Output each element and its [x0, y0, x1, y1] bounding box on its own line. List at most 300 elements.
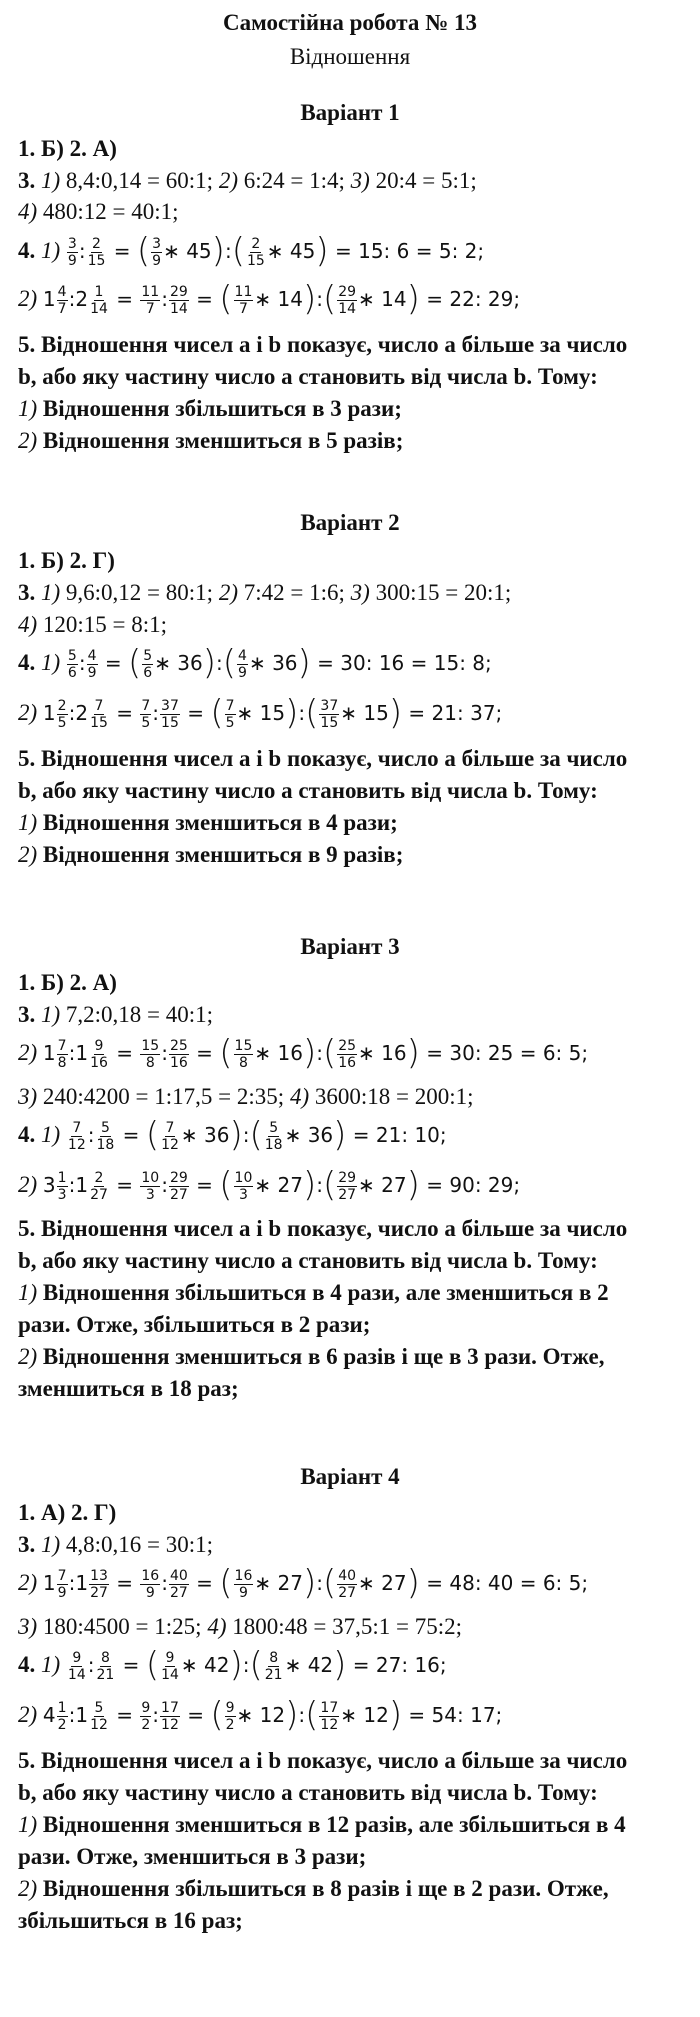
numerator: 1 — [57, 1170, 67, 1187]
whole-part: 4 — [42, 1703, 56, 1727]
variant-1-heading: Варіант 1 — [300, 100, 400, 125]
denominator: 8 — [145, 1055, 155, 1072]
ratio-expression — [66, 642, 311, 683]
ratio-expression — [42, 692, 403, 733]
v2-task-3-line — [18, 578, 688, 612]
item-label: 3) — [18, 1614, 38, 1639]
v3-task-4-line-2 — [18, 1162, 688, 1208]
math-symbol: : — [161, 287, 168, 311]
task-number: 4. — [18, 650, 36, 675]
parenthesis: ) — [388, 1694, 403, 1735]
numerator: 37 — [161, 698, 179, 715]
fraction — [87, 648, 98, 681]
item-label: 1) — [18, 1280, 38, 1305]
item-label: 2) — [18, 1040, 38, 1065]
parenthesis: ) — [211, 230, 225, 271]
denominator: 14 — [90, 301, 108, 318]
v4-task-3-line-3 — [18, 1612, 688, 1646]
denominator: 21 — [96, 1667, 115, 1684]
numerator: 5 — [100, 1120, 110, 1137]
denominator: 14 — [67, 1667, 86, 1684]
numerator: 5 — [269, 1120, 279, 1137]
parenthesis: ) — [285, 692, 299, 733]
denominator: 7 — [238, 301, 248, 318]
math-symbol: : — [87, 1653, 95, 1677]
denominator: 15 — [320, 715, 339, 732]
math-symbol: : — [161, 1041, 168, 1065]
v1-task-4-line-2 — [18, 276, 688, 322]
item-text: 3600:18 = 200:1; — [309, 1084, 474, 1109]
whole-part: 3 — [42, 1173, 56, 1197]
whole-part: 2 — [75, 287, 89, 311]
whole-part: 2 — [75, 701, 89, 725]
math-symbol: ∗ 27 — [358, 1571, 407, 1595]
task-number: 3. — [18, 168, 36, 193]
fraction — [169, 284, 189, 317]
denominator: 12 — [161, 1137, 179, 1154]
numerator: 11 — [234, 284, 253, 301]
numerator: 15 — [234, 1038, 253, 1055]
numerator: 2 — [57, 698, 67, 715]
item-label: 1) — [41, 1532, 61, 1557]
math-symbol: ∗ 14 — [358, 287, 407, 311]
denominator: 27 — [169, 1585, 188, 1602]
parenthesis: ) — [406, 1032, 420, 1073]
math-symbol: = — [109, 1173, 140, 1197]
math-symbol: = — [116, 1653, 146, 1677]
v4-answers-1-2: 1. А) 2. Г) — [18, 1500, 117, 1525]
item-label: 2) — [18, 428, 38, 453]
ratio-expression — [66, 1114, 347, 1155]
numerator: 10 — [234, 1170, 253, 1187]
math-symbol: = — [107, 239, 137, 263]
item-label: 2) — [18, 1702, 38, 1727]
ratio-result: = 22: 29; — [419, 287, 521, 311]
numerator: 9 — [165, 1650, 175, 1667]
math-symbol: : — [68, 1703, 76, 1727]
math-symbol: ∗ 27 — [254, 1173, 303, 1197]
fraction — [140, 698, 151, 731]
ratio-result: = 15: 6 = 5: 2; — [328, 239, 485, 263]
math-symbol: ∗ 36 — [284, 1123, 334, 1147]
denominator: 5 — [225, 715, 235, 732]
parenthesis: ( — [249, 1114, 263, 1155]
item-label: 4) — [18, 612, 38, 637]
math-symbol: : — [316, 1173, 323, 1197]
numerator: 8 — [100, 1650, 110, 1667]
ratio-expression — [42, 1562, 420, 1603]
v3-task-3-line — [18, 1000, 688, 1034]
numerator: 9 — [141, 1700, 151, 1717]
fraction — [57, 698, 68, 731]
denominator: 6 — [143, 665, 153, 682]
denominator: 2 — [225, 1717, 235, 1734]
math-symbol: = — [180, 701, 211, 725]
denominator: 12 — [320, 1717, 339, 1734]
item-label: 3) — [18, 1084, 38, 1109]
parenthesis: ) — [302, 278, 317, 319]
item-label: 3) — [350, 168, 370, 193]
math-symbol: = — [116, 1123, 146, 1147]
numerator: 25 — [169, 1038, 188, 1055]
v2-task-5-item-2 — [18, 840, 688, 874]
ratio-result: = 54: 17; — [402, 1703, 503, 1727]
numerator: 7 — [94, 698, 104, 715]
ratio-expression — [66, 230, 329, 271]
v1-task-4-line-1 — [18, 228, 688, 274]
math-symbol: : — [224, 239, 232, 263]
item-label: 1) — [41, 238, 61, 263]
numerator: 40 — [338, 1568, 357, 1585]
fraction — [140, 1700, 151, 1733]
v2-answers-1-2: 1. Б) 2. Г) — [18, 548, 115, 573]
math-symbol: : — [152, 1703, 160, 1727]
fraction — [237, 648, 248, 681]
numerator: 9 — [94, 1038, 104, 1055]
parenthesis: ) — [285, 1694, 299, 1735]
item-label: 1) — [41, 650, 61, 675]
math-symbol: = — [189, 1041, 220, 1065]
denominator: 12 — [161, 1717, 179, 1734]
math-symbol: ∗ 27 — [358, 1173, 407, 1197]
task-number: 4. — [18, 1652, 36, 1677]
fraction — [89, 1038, 109, 1071]
numerator: 37 — [320, 698, 339, 715]
fraction — [264, 1650, 284, 1683]
fraction — [96, 1120, 116, 1153]
denominator: 27 — [169, 1187, 188, 1204]
v2-task-4-line-1 — [18, 640, 688, 686]
v2-task-5-line-2: b, або яку частину число a становить від числа b. Тому: — [18, 778, 598, 803]
task-number: 3. — [18, 1002, 36, 1027]
numerator: 9 — [72, 1650, 82, 1667]
math-symbol: : — [78, 239, 86, 263]
math-symbol: = — [109, 1041, 140, 1065]
math-symbol: = — [189, 287, 220, 311]
v1-task-3-line — [18, 166, 688, 200]
denominator: 12 — [90, 1717, 108, 1734]
parenthesis: ) — [406, 1164, 420, 1205]
math-symbol: = — [109, 1571, 140, 1595]
math-symbol: : — [68, 1041, 76, 1065]
numerator: 7 — [57, 1038, 67, 1055]
v4-task-5-line-2: b, або яку частину число a становить від числа b. Тому: — [18, 1780, 598, 1805]
item-text: Відношення зменшиться в 4 рази; — [37, 810, 398, 835]
v2-task-4-line-2 — [18, 690, 688, 736]
denominator: 7 — [57, 301, 67, 318]
math-symbol: : — [316, 1041, 323, 1065]
numerator: 11 — [141, 284, 160, 301]
item-label: 4) — [289, 1084, 310, 1109]
parenthesis: ( — [322, 1032, 337, 1073]
whole-part: 1 — [42, 701, 56, 725]
item-label: 2) — [18, 286, 38, 311]
ratio-expression — [42, 1164, 420, 1205]
denominator: 5 — [141, 715, 151, 732]
parenthesis: ) — [297, 642, 311, 683]
item-text: 480:12 = 40:1; — [37, 199, 179, 224]
numerator: 4 — [87, 648, 97, 665]
numerator: 2 — [92, 236, 101, 253]
numerator: 40 — [169, 1568, 188, 1585]
ratio-result: = 21: 10; — [346, 1123, 447, 1147]
fraction — [225, 698, 236, 731]
v1-task-5-item-2 — [18, 426, 688, 460]
denominator: 14 — [338, 301, 357, 318]
item-text: 300:15 = 20:1; — [369, 580, 512, 605]
parenthesis: ( — [322, 278, 337, 319]
item-label: 2) — [18, 1172, 38, 1197]
math-symbol: = — [189, 1173, 220, 1197]
parenthesis: ( — [219, 1164, 233, 1205]
denominator: 7 — [145, 301, 155, 318]
fraction — [319, 1700, 339, 1733]
denominator: 3 — [57, 1187, 67, 1204]
page-subtitle: Відношення — [289, 44, 411, 69]
v3-task-5-line-2: b, або яку частину число a становить від числа b. Тому: — [18, 1248, 598, 1273]
fraction — [140, 284, 160, 317]
item-text: 4,8:0,16 = 30:1; — [60, 1532, 214, 1557]
denominator: 9 — [67, 253, 77, 270]
numerator: 15 — [141, 1038, 160, 1055]
denominator: 27 — [90, 1585, 108, 1602]
item-text: 1800:48 = 37,5:1 = 75:2; — [226, 1614, 463, 1639]
math-symbol: ∗ 36 — [180, 1123, 230, 1147]
item-label: 2) — [218, 168, 238, 193]
item-text: Відношення зменшиться в 9 разів; — [37, 842, 404, 867]
parenthesis: ) — [315, 230, 329, 271]
item-label: 2) — [18, 1344, 38, 1369]
fraction — [57, 1700, 68, 1733]
fraction — [234, 1568, 254, 1601]
math-symbol: : — [161, 1173, 168, 1197]
fraction — [234, 1038, 254, 1071]
item-text: 7:42 = 1:6; — [238, 580, 351, 605]
variant-2-heading: Варіант 2 — [300, 510, 400, 535]
fraction — [169, 1170, 189, 1203]
fraction — [142, 648, 153, 681]
numerator: 7 — [57, 1568, 67, 1585]
whole-part: 1 — [75, 1703, 89, 1727]
math-symbol: ∗ 45 — [163, 239, 212, 263]
v1-task-5-item-1 — [18, 394, 688, 428]
v4-task-4-line-2 — [18, 1692, 688, 1738]
v1-answers-1-2: 1. Б) 2. А) — [18, 136, 117, 161]
fraction — [337, 284, 357, 317]
denominator: 6 — [67, 665, 77, 682]
item-label: 1) — [41, 1122, 61, 1147]
math-symbol: : — [161, 1571, 168, 1595]
fraction — [169, 1568, 189, 1601]
numerator: 16 — [234, 1568, 253, 1585]
task-number: 4. — [18, 238, 36, 263]
variant-4-heading: Варіант 4 — [300, 1464, 400, 1489]
ratio-result: = 21: 37; — [402, 701, 503, 725]
numerator: 5 — [94, 1700, 104, 1717]
v3-task-3-line-3 — [18, 1082, 688, 1116]
math-symbol: ∗ 16 — [358, 1041, 407, 1065]
numerator: 3 — [152, 236, 162, 253]
denominator: 3 — [145, 1187, 155, 1204]
item-label: 2) — [18, 700, 38, 725]
item-text: 180:4500 = 1:25; — [37, 1614, 208, 1639]
math-symbol: ∗ 45 — [266, 239, 316, 263]
math-symbol: : — [242, 1653, 250, 1677]
numerator: 7 — [225, 698, 235, 715]
math-symbol: : — [78, 651, 86, 675]
item-text: 7,2:0,18 = 40:1; — [60, 1002, 214, 1027]
v4-task-5-item-1-cont: рази. Отже, зменшиться в 3 рази; — [18, 1844, 367, 1869]
denominator: 8 — [57, 1055, 67, 1072]
numerator: 17 — [320, 1700, 339, 1717]
parenthesis: ( — [222, 642, 237, 683]
item-text: Відношення зменшиться в 5 разів; — [37, 428, 404, 453]
fraction — [337, 1568, 357, 1601]
parenthesis: ( — [145, 1114, 160, 1155]
numerator: 10 — [141, 1170, 160, 1187]
item-label: 2) — [18, 1876, 38, 1901]
numerator: 2 — [94, 1170, 104, 1187]
item-label: 1) — [41, 168, 61, 193]
fraction — [337, 1170, 357, 1203]
denominator: 27 — [338, 1585, 357, 1602]
v2-task-3-line-2 — [18, 610, 688, 644]
math-symbol: : — [68, 1571, 76, 1595]
parenthesis: ( — [219, 1562, 233, 1603]
numerator: 7 — [141, 698, 151, 715]
item-label: 1) — [41, 580, 61, 605]
fraction — [57, 1568, 68, 1601]
ratio-expression — [66, 1644, 347, 1685]
numerator: 8 — [269, 1650, 279, 1667]
ratio-expression — [42, 1032, 420, 1073]
v4-task-3-line-2 — [18, 1560, 688, 1606]
item-text: Відношення зменшиться в 6 разів і ще в 3 рази. Отже, — [37, 1344, 605, 1369]
denominator: 9 — [238, 665, 247, 682]
item-label: 1) — [18, 396, 38, 421]
whole-part: 1 — [42, 1571, 56, 1595]
denominator: 16 — [169, 1055, 188, 1072]
item-label: 4) — [18, 199, 38, 224]
parenthesis: ) — [302, 1164, 317, 1205]
parenthesis: ) — [333, 1114, 347, 1155]
fraction — [246, 236, 266, 269]
numerator: 3 — [67, 236, 77, 253]
math-symbol: ∗ 15 — [236, 701, 286, 725]
fraction — [140, 1568, 160, 1601]
denominator: 18 — [96, 1137, 115, 1154]
parenthesis: ( — [231, 230, 245, 271]
math-symbol: = — [109, 701, 140, 725]
denominator: 2 — [141, 1717, 151, 1734]
denominator: 9 — [238, 1585, 248, 1602]
math-symbol: = — [109, 1703, 140, 1727]
denominator: 14 — [169, 301, 188, 318]
fraction — [67, 648, 78, 681]
fraction — [160, 698, 180, 731]
parenthesis: ) — [406, 278, 420, 319]
numerator: 2 — [251, 236, 261, 253]
fraction — [57, 1038, 68, 1071]
parenthesis: ) — [333, 1644, 347, 1685]
task-number: 3. — [18, 1532, 36, 1557]
fraction — [160, 1700, 180, 1733]
math-symbol: ∗ 36 — [154, 651, 203, 675]
math-symbol: : — [68, 1173, 76, 1197]
ratio-result: = 48: 40 = 6: 5; — [419, 1571, 589, 1595]
fraction — [140, 1170, 160, 1203]
task-number: 3. — [18, 580, 36, 605]
denominator: 15 — [246, 253, 265, 270]
item-text: Відношення збільшиться в 3 рази; — [37, 396, 402, 421]
math-symbol: = — [109, 287, 140, 311]
item-text: 120:15 = 8:1; — [37, 612, 168, 637]
denominator: 18 — [264, 1137, 283, 1154]
denominator: 15 — [90, 715, 108, 732]
item-label: 1) — [18, 1812, 38, 1837]
item-text: Відношення збільшиться в 8 разів і ще в 2 рази. Отже, — [37, 1876, 609, 1901]
math-symbol: : — [298, 1703, 306, 1727]
fraction — [234, 1170, 254, 1203]
numerator: 4 — [57, 284, 67, 301]
denominator: 8 — [238, 1055, 248, 1072]
math-symbol: ∗ 12 — [236, 1703, 286, 1727]
parenthesis: ) — [302, 1032, 317, 1073]
item-label: 2) — [18, 842, 38, 867]
numerator: 5 — [67, 648, 77, 665]
denominator: 9 — [145, 1585, 155, 1602]
ratio-expression — [42, 278, 420, 319]
whole-part: 1 — [75, 1041, 89, 1065]
item-label: 1) — [18, 810, 38, 835]
numerator: 16 — [141, 1568, 160, 1585]
math-symbol: : — [216, 651, 223, 675]
math-symbol: : — [298, 701, 306, 725]
parenthesis: ) — [388, 692, 403, 733]
fraction — [160, 1120, 180, 1153]
v3-task-5-item-1 — [18, 1278, 688, 1312]
numerator: 7 — [72, 1120, 82, 1137]
numerator: 1 — [57, 1700, 67, 1717]
v2-task-5-line-1: 5. Відношення чисел a і b показує, число a більше за число — [18, 746, 628, 771]
ratio-result: = 90: 29; — [419, 1173, 521, 1197]
denominator: 9 — [152, 253, 162, 270]
item-label: 3) — [350, 580, 370, 605]
fraction — [264, 1120, 284, 1153]
whole-part: 1 — [42, 287, 56, 311]
math-symbol: : — [87, 1123, 95, 1147]
item-text: 240:4200 = 1:17,5 = 2:35; — [37, 1084, 290, 1109]
numerator: 25 — [338, 1038, 357, 1055]
denominator: 14 — [161, 1667, 179, 1684]
parenthesis: ( — [210, 1694, 224, 1735]
parenthesis: ( — [136, 230, 151, 271]
fraction — [151, 236, 162, 269]
denominator: 16 — [90, 1055, 108, 1072]
denominator: 21 — [264, 1667, 283, 1684]
parenthesis: ( — [145, 1644, 160, 1685]
fraction — [160, 1650, 180, 1683]
item-text: 20:4 = 5:1; — [369, 168, 477, 193]
v1-task-5-line-1: 5. Відношення чисел a і b показує, число a більше за число — [18, 332, 628, 357]
parenthesis: ( — [219, 1032, 233, 1073]
parenthesis: ) — [229, 1644, 243, 1685]
fraction — [67, 1120, 87, 1153]
denominator: 2 — [57, 1717, 67, 1734]
item-text: Відношення збільшиться в 4 рази, але зменшиться в 2 — [37, 1280, 609, 1305]
item-label: 4) — [207, 1614, 227, 1639]
item-text: 8,4:0,14 = 60:1; — [60, 168, 219, 193]
